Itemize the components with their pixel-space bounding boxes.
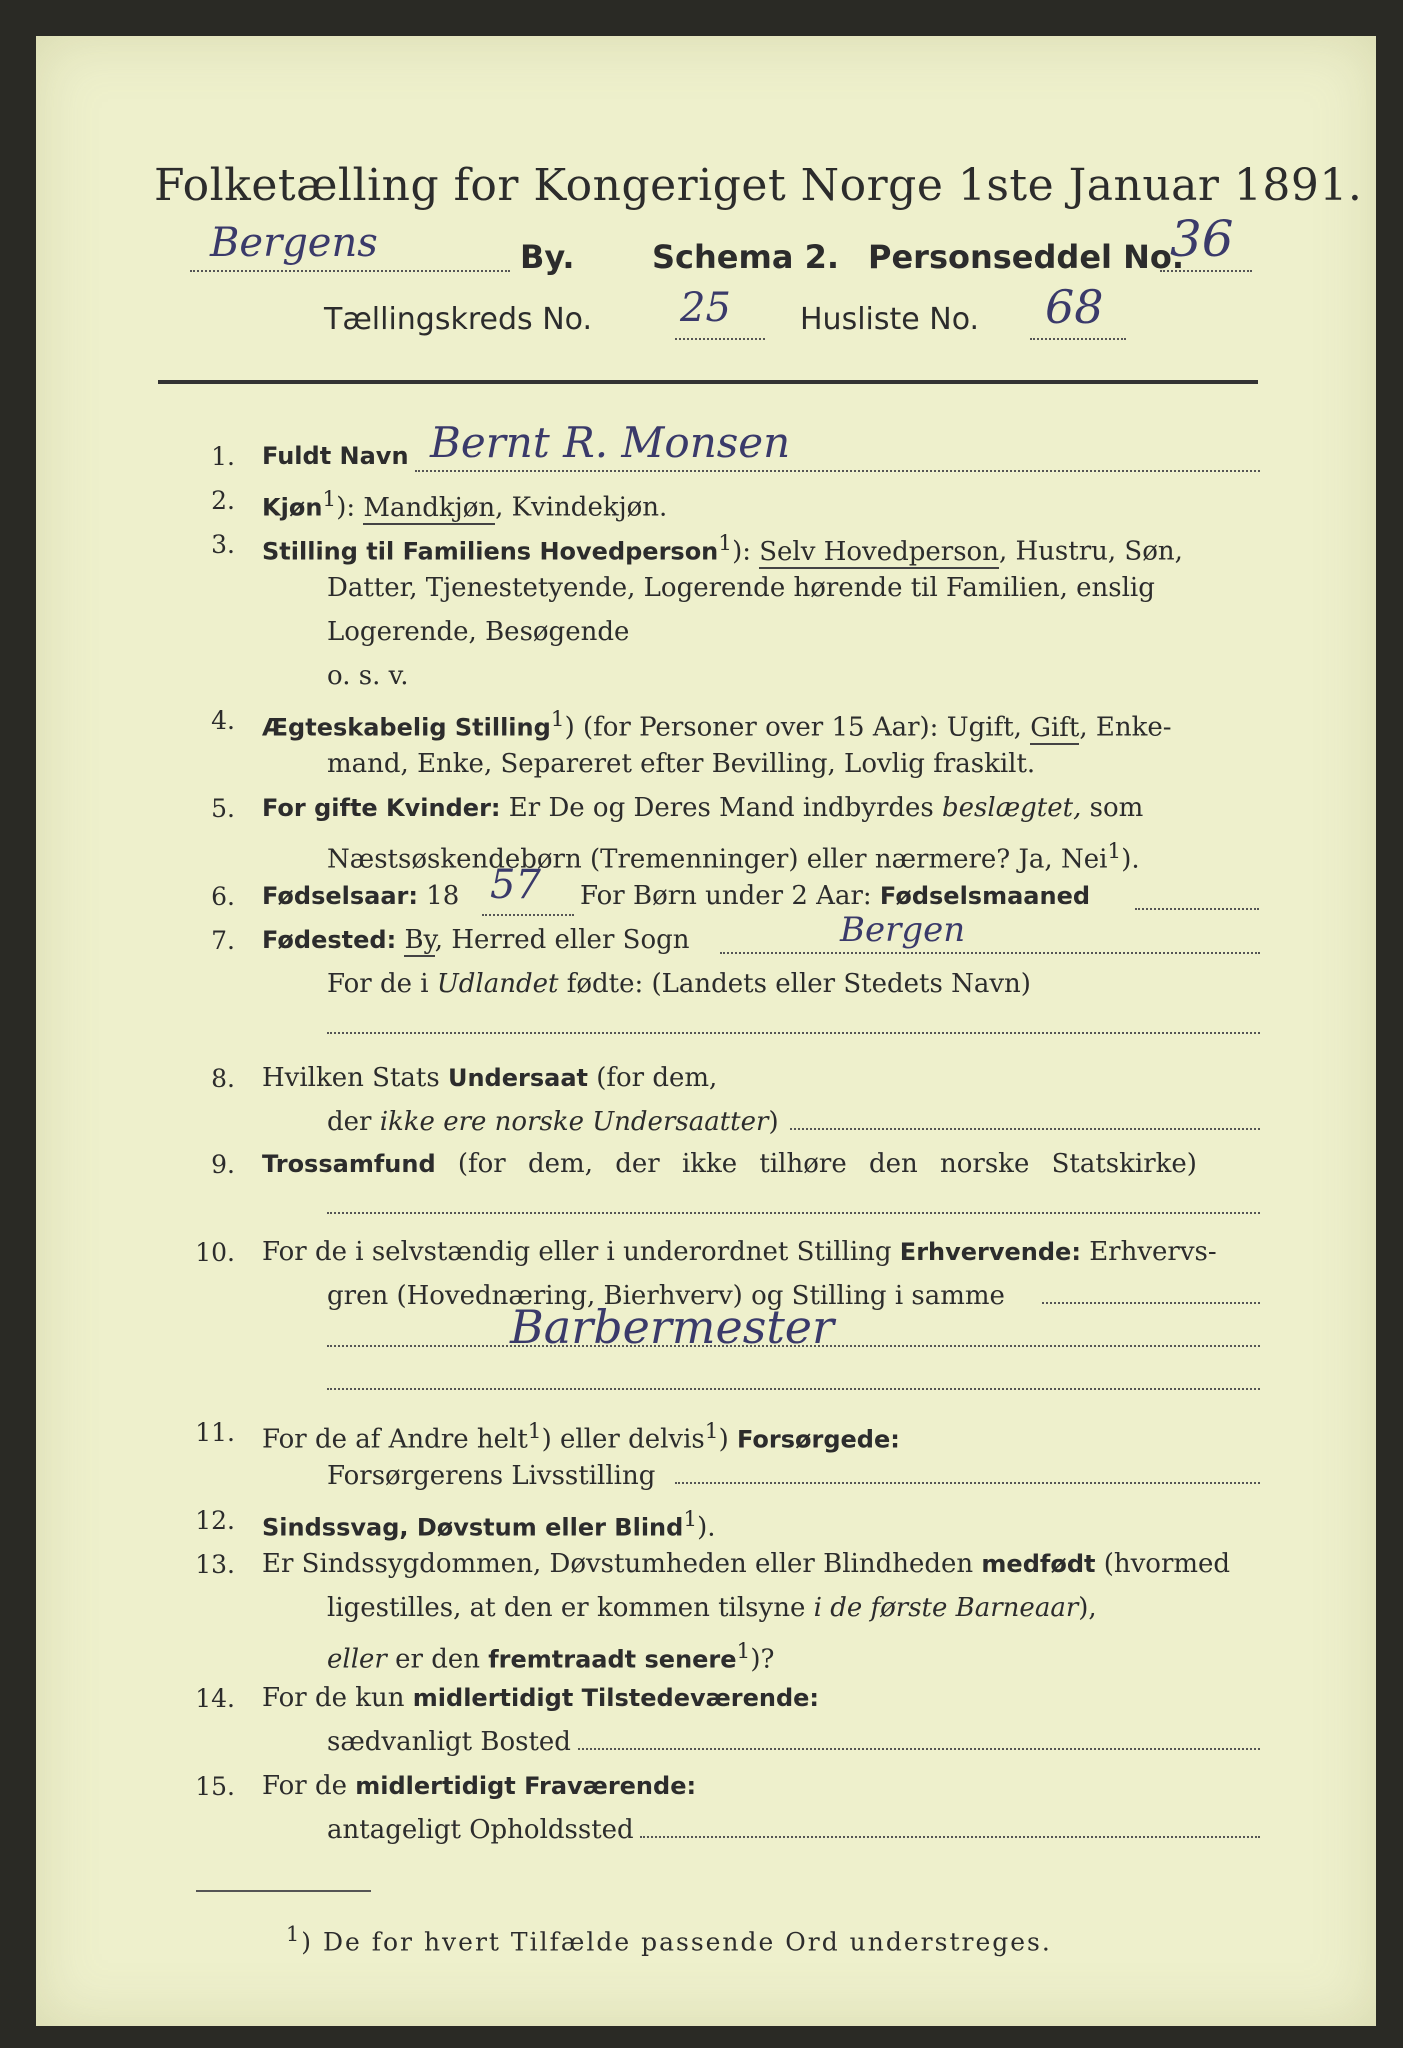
q10-text [262, 1230, 1217, 1274]
q14-label: midlertidigt Tilstedeværende: [412, 1684, 820, 1712]
q7-line2 [327, 962, 1031, 1006]
q13-line3-italic: eller [327, 1644, 387, 1675]
q3-footnote-mark: 1 [718, 531, 733, 556]
q7-dotted-line [720, 952, 1260, 954]
q3-line4: o. s. v. [327, 661, 409, 691]
q7-line2a: For de i [327, 969, 437, 999]
q13-line2 [327, 1586, 1097, 1630]
q8-line2b: ) [768, 1107, 779, 1137]
q12-footnote-mark: 1 [683, 1507, 698, 1532]
q13-number: 13. [195, 1550, 235, 1579]
q13-line3 [327, 1630, 774, 1682]
q5-italic: beslægtet, [942, 793, 1082, 823]
q7-rest: , Herred eller Sogn [434, 925, 690, 955]
q15-text [262, 1764, 696, 1808]
q11-number: 11. [195, 1418, 235, 1447]
footnote-text: ) De for hvert Tilfælde passende Ord understreges. [301, 1927, 1052, 1957]
schema-label: Schema 2. [652, 238, 839, 276]
q4-label: Ægteskabelig Stilling [262, 713, 551, 742]
by-label: By. [520, 238, 575, 276]
q13-rest: (hvormed [1095, 1549, 1231, 1579]
q3-rest: , Hustru, Søn, [998, 536, 1183, 567]
q7-line2b: fødte: (Landets eller Stedets Navn) [558, 969, 1031, 999]
footnote [286, 1922, 1052, 1956]
q6-rest: For Børn under 2 Aar: [580, 881, 880, 911]
q1-full-name-handwritten: Bernt R. Monsen [430, 418, 791, 467]
q6-text [262, 874, 459, 918]
q4-pre: ) (for Personer over 15 Aar): Ugift, [564, 712, 1031, 743]
q15-label: midlertidigt Fraværende: [355, 1772, 697, 1800]
q12-number: 12. [195, 1506, 235, 1535]
q13-line2a: ligestilles, at den er kommen tilsyne [327, 1593, 814, 1623]
q5-text [262, 786, 1143, 830]
q8-rest: (for dem, [587, 1063, 718, 1093]
q8-line2a: der [327, 1107, 380, 1137]
q8-line2-italic: ikke ere norske Undersaatter [379, 1107, 769, 1137]
kreds-number: 25 [680, 285, 731, 331]
q15-line2: antageligt Opholdssted [327, 1815, 634, 1845]
q5-pre: Er De og Deres Mand indbyrdes [500, 793, 943, 823]
q6-year-dotted-line [482, 914, 574, 916]
q9-number: 9. [211, 1150, 235, 1179]
q6-label: Fødselsaar: [262, 882, 418, 910]
kreds-dotted-line [675, 338, 765, 340]
q11-footnote-mark-2: 1 [704, 1419, 719, 1444]
q4-rest: , Enke- [1079, 712, 1172, 743]
q7-text [262, 918, 690, 962]
q14-pre: For de kun [262, 1683, 413, 1713]
q4-line2: mand, Enke, Separeret efter Bevilling, Lovlig fraskilt. [327, 749, 1036, 779]
q2-rest: , Kvindekjøn. [495, 492, 668, 523]
q10-dotted-line-2 [327, 1345, 1260, 1347]
q9-dotted-line [327, 1212, 1260, 1214]
q8-text [262, 1056, 717, 1100]
city-handwritten: Bergens [210, 220, 378, 266]
header-rule [158, 380, 1258, 384]
q3-pre: ): [732, 536, 760, 567]
q13-pre: Er Sindssygdommen, Døvstumheden eller Blindheden [262, 1549, 982, 1579]
q10-dotted-line-3 [327, 1388, 1260, 1390]
q13-line3c: )? [750, 1644, 775, 1675]
q5-footnote-mark: 1 [1107, 839, 1122, 864]
q13-line2b: ), [1078, 1593, 1097, 1623]
footnote-mark: 1 [286, 1922, 302, 1946]
q9-label: Trossamfund [262, 1150, 436, 1178]
q13-label: medfødt [981, 1550, 1096, 1578]
q13-footnote-mark: 1 [736, 1639, 751, 1664]
q13-line2-italic: i de første Barneaar [813, 1593, 1079, 1623]
q13-line3-bold: fremtraadt senere [488, 1645, 737, 1674]
q5-label: For gifte Kvinder: [262, 794, 501, 822]
q14-dotted-line [578, 1748, 1260, 1750]
q4-selected-gift: Gift [1030, 712, 1080, 743]
q8-pre: Hvilken Stats [262, 1063, 448, 1093]
q11-dotted-line [675, 1482, 1260, 1484]
q5-line2-end: ). [1121, 844, 1140, 875]
city-dotted-line [190, 270, 510, 272]
q11-footnote-mark-1: 1 [527, 1419, 542, 1444]
q5-line2: Næstsøskendebørn (Tremenninger) eller nærmere? Ja, Nei [327, 844, 1108, 875]
q15-dotted-line [640, 1836, 1260, 1838]
husliste-dotted-line [1030, 338, 1126, 340]
q11-pre: For de af Andre helt [262, 1424, 528, 1455]
q6-label2: Fødselsmaaned [879, 882, 1091, 910]
husliste-label: Husliste No. [800, 302, 980, 337]
q15-number: 15. [195, 1772, 235, 1801]
q13-text [262, 1542, 1230, 1586]
q11-line2: Forsørgerens Livsstilling [327, 1461, 656, 1491]
q8-label: Undersaat [447, 1064, 588, 1092]
q3-line2: Datter, Tjenestetyende, Logerende hørende til Familien, enslig [327, 573, 1155, 603]
q14-line2: sædvanligt Bosted [327, 1727, 571, 1757]
q5-rest: som [1081, 793, 1144, 823]
q4-footnote-mark: 1 [550, 707, 565, 732]
q7-birthplace-handwritten: Bergen [840, 910, 966, 950]
q7-number: 7. [211, 926, 235, 955]
q10-label: Erhvervende: [899, 1238, 1081, 1266]
q1-label-wrap [262, 434, 409, 478]
q10-number: 10. [195, 1238, 235, 1267]
q3-number: 3. [211, 530, 235, 559]
q9-rest: (for dem, der ikke tilhøre den norske Statskirke) [435, 1149, 1197, 1179]
q6-number: 6. [211, 882, 235, 911]
q2-number: 2. [211, 486, 235, 515]
q2-label: Kjøn [262, 493, 323, 522]
q6-month-dotted-line [1135, 908, 1259, 910]
q3-label: Stilling til Familiens Hovedperson [262, 537, 719, 566]
q12-rest: ). [697, 1512, 716, 1543]
footnote-rule [196, 1890, 371, 1892]
personseddel-number: 36 [1170, 210, 1234, 268]
q2-footnote-mark: 1 [322, 487, 337, 512]
q4-number: 4. [211, 706, 235, 735]
q2-selected-mandkjon: Mandkjøn [363, 492, 496, 523]
q10-pre: For de i selvstændig eller i underordnet Stilling [262, 1237, 900, 1267]
husliste-number: 68 [1045, 280, 1104, 334]
q7-abroad-dotted-line [327, 1032, 1260, 1034]
personseddel-dotted-line [1160, 270, 1252, 272]
q12-label: Sindssvag, Døvstum eller Blind [262, 1513, 684, 1542]
q7-label: Fødested: [262, 926, 397, 954]
q10-line2: gren (Hovednæring, Bierhverv) og Stilling i samme [327, 1281, 1005, 1311]
q1-dotted-line [415, 470, 1260, 472]
form-title: Folketælling for Kongeriget Norge 1ste Januar 1891. [154, 160, 1363, 211]
q13-line3a: er den [386, 1644, 489, 1675]
q10-rest: Erhvervs- [1080, 1237, 1217, 1267]
q7-selected-by: By [404, 925, 435, 955]
q15-pre: For de [262, 1771, 356, 1801]
q11-label: Forsørgede: [736, 1425, 900, 1454]
q8-line2 [327, 1100, 779, 1144]
q6-pre: 18 [418, 881, 460, 911]
q14-number: 14. [195, 1684, 235, 1713]
q2-pre: ): [336, 492, 364, 523]
q3-line3: Logerende, Besøgende [327, 617, 630, 647]
q8-dotted-line [790, 1128, 1260, 1130]
q6-rest-wrap [580, 874, 1090, 918]
q1-number: 1. [211, 442, 235, 471]
q7-line2-italic: Udlandet [436, 969, 559, 999]
q6-birth-year-handwritten: 57 [490, 862, 541, 908]
q1-label: Fuldt Navn [262, 442, 409, 470]
q11-pre2: ) [718, 1424, 737, 1455]
census-form-sheet [36, 36, 1376, 2026]
q10-dotted-line-1 [1042, 1302, 1260, 1304]
q5-number: 5. [211, 794, 235, 823]
q9-text [262, 1142, 1197, 1186]
q11-mid: ) eller delvis [541, 1424, 705, 1455]
q10-occupation-handwritten: Barbermester [510, 1300, 835, 1354]
q8-number: 8. [211, 1064, 235, 1093]
q14-text [262, 1676, 819, 1720]
kreds-label: Tællingskreds No. [324, 302, 592, 337]
personseddel-label: Personseddel No. [868, 238, 1185, 276]
q3-selected-hovedperson: Selv Hovedperson [759, 536, 999, 567]
